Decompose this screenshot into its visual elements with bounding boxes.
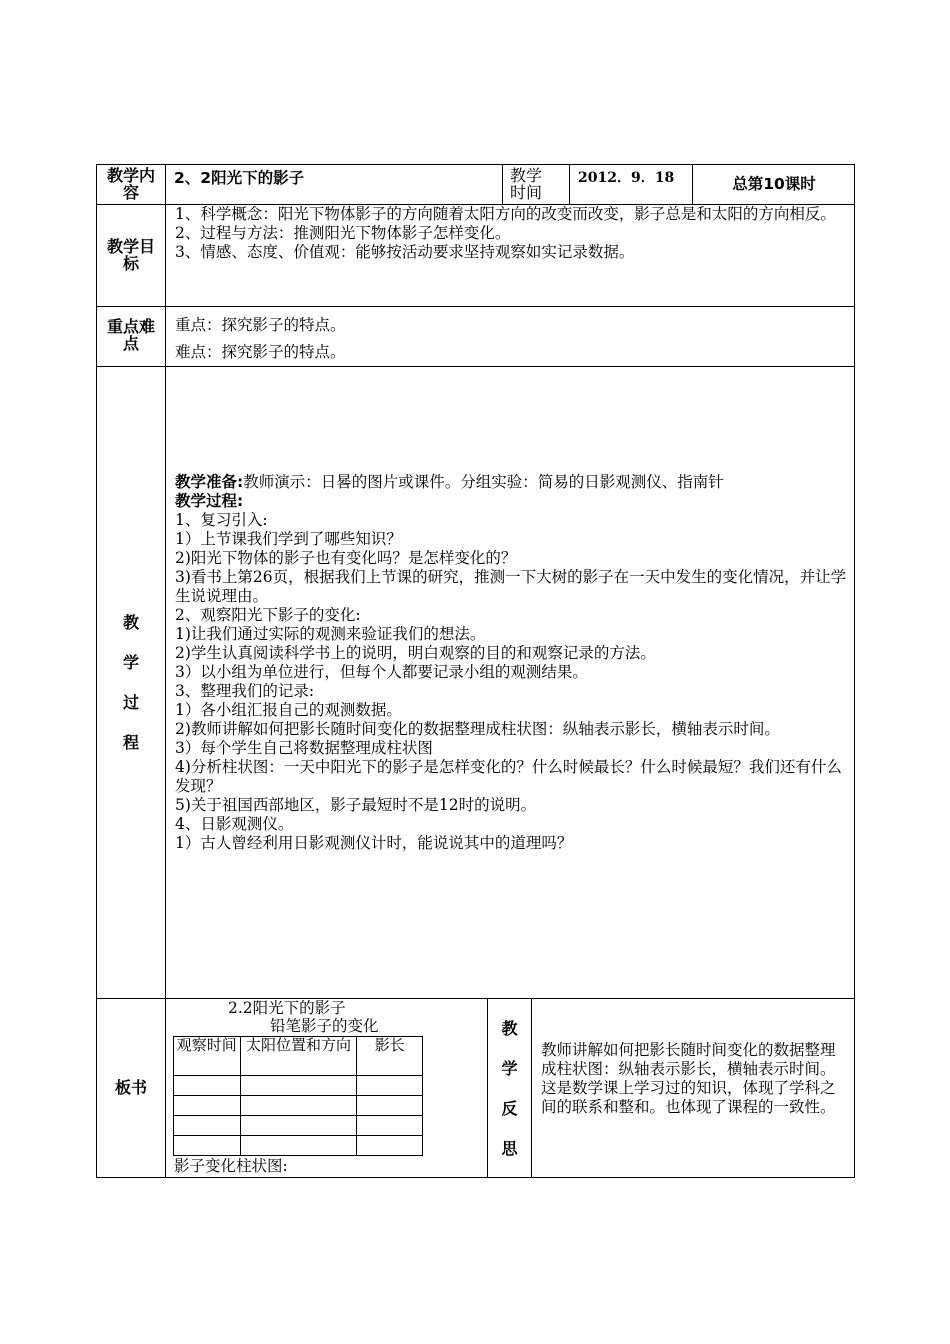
process-line: 2、观察阳光下影子的变化: <box>175 606 361 624</box>
lesson-title: 2、2阳光下的影子 <box>174 169 305 187</box>
process-line: 2)教师讲解如何把影长随时间变化的数据整理成柱状图：纵轴表示影长，横轴表示时间。 <box>175 720 780 738</box>
objective-item: 1、科学概念：阳光下物体影子的方向随着太阳方向的改变而改变，影子总是和太阳的方向相反。 <box>175 205 836 223</box>
key-point: 重点：探究影子的特点。 <box>175 316 346 334</box>
process-line: 2)阳光下物体的影子也有变化吗？是怎样变化的？ <box>175 549 517 567</box>
content-label: 教学内容 <box>106 166 155 202</box>
board-title: 2.2阳光下的影子 <box>228 999 346 1017</box>
record-table <box>173 1036 423 1156</box>
objective-item: 3、情感、态度、价值观：能够按活动要求坚持观察如实记录数据。 <box>175 243 635 261</box>
process-line: 5)关于祖国西部地区，影子最短时不是12时的说明。 <box>175 796 537 814</box>
board-label: 板书 <box>114 1078 147 1097</box>
process-label: 教 学 过 程 <box>122 613 139 752</box>
prep-line <box>175 473 849 492</box>
process-line: 1）上节课我们学到了哪些知识？ <box>175 530 402 548</box>
objective-item: 2、过程与方法：推测阳光下物体影子怎样变化。 <box>175 224 511 242</box>
process-line: 2)学生认真阅读科学书上的说明，明白观察的目的和观察记录的方法。 <box>175 644 656 662</box>
process-line: 1)让我们通过实际的观测来验证我们的想法。 <box>175 625 486 643</box>
process-line: 1、复习引入: <box>175 511 268 529</box>
reflection-text: 教师讲解如何把影长随时间变化的数据整理成柱状图：纵轴表示影长，横轴表示时间。这是数学课上学习过的知识，体现了学科之间的联系和整和。也体现了课程的一致性。 <box>541 1041 836 1116</box>
process-line: 3、整理我们的记录: <box>175 682 315 700</box>
time-label: 教学时间 <box>510 166 543 202</box>
difficult-point: 难点：探究影子的特点。 <box>175 343 346 361</box>
objectives-text <box>175 205 851 262</box>
table-row <box>174 1096 423 1116</box>
column-header: 影长 <box>357 1037 423 1076</box>
process-line: 1）各小组汇报自己的观测数据。 <box>175 701 402 719</box>
table-header-row <box>174 1037 423 1076</box>
table-row <box>174 1116 423 1136</box>
key-points-label: 重点难点 <box>106 317 155 353</box>
process-line: 1）古人曾经利用日影观测仪计时，能说说其中的道理吗？ <box>175 834 573 852</box>
process-line: 3)看书上第26页，根据我们上节课的研究，推测一下大树的影子在一天中发生的变化情况，并让学生说说理由。 <box>175 568 847 605</box>
column-header: 太阳位置和方向 <box>240 1037 357 1076</box>
board-subtitle: 铅笔影子的变化 <box>270 1017 379 1035</box>
lesson-plan-table <box>96 164 855 1178</box>
table-row <box>174 1076 423 1096</box>
process-line: 3）每个学生自己将数据整理成柱状图 <box>175 739 433 757</box>
column-header: 观察时间 <box>174 1037 241 1076</box>
process-heading: 教学过程: <box>175 492 244 510</box>
process-line: 4、日影观测仪。 <box>175 815 294 833</box>
process-line: 4)分析柱状图：一天中阳光下的影子是怎样变化的？什么时候最长？什么时候最短？我们还有什么发现？ <box>175 758 842 795</box>
lesson-count: 总第10课时 <box>732 175 816 193</box>
prep-label: 教学准备: <box>175 473 244 491</box>
prep-text: 教师演示：日晷的图片或课件。分组实验：简易的日影观测仪、指南针 <box>243 473 724 491</box>
process-text <box>175 473 849 853</box>
table-row <box>174 1136 423 1156</box>
chart-caption: 影子变化柱状图: <box>174 1157 288 1175</box>
lesson-date: 2012．9．18 <box>578 170 675 186</box>
process-line: 3）以小组为单位进行，但每个人都要记录小组的观测结果。 <box>175 663 588 681</box>
reflection-label: 教 学 反 思 <box>501 1019 518 1158</box>
objectives-label: 教学目标 <box>106 237 155 273</box>
